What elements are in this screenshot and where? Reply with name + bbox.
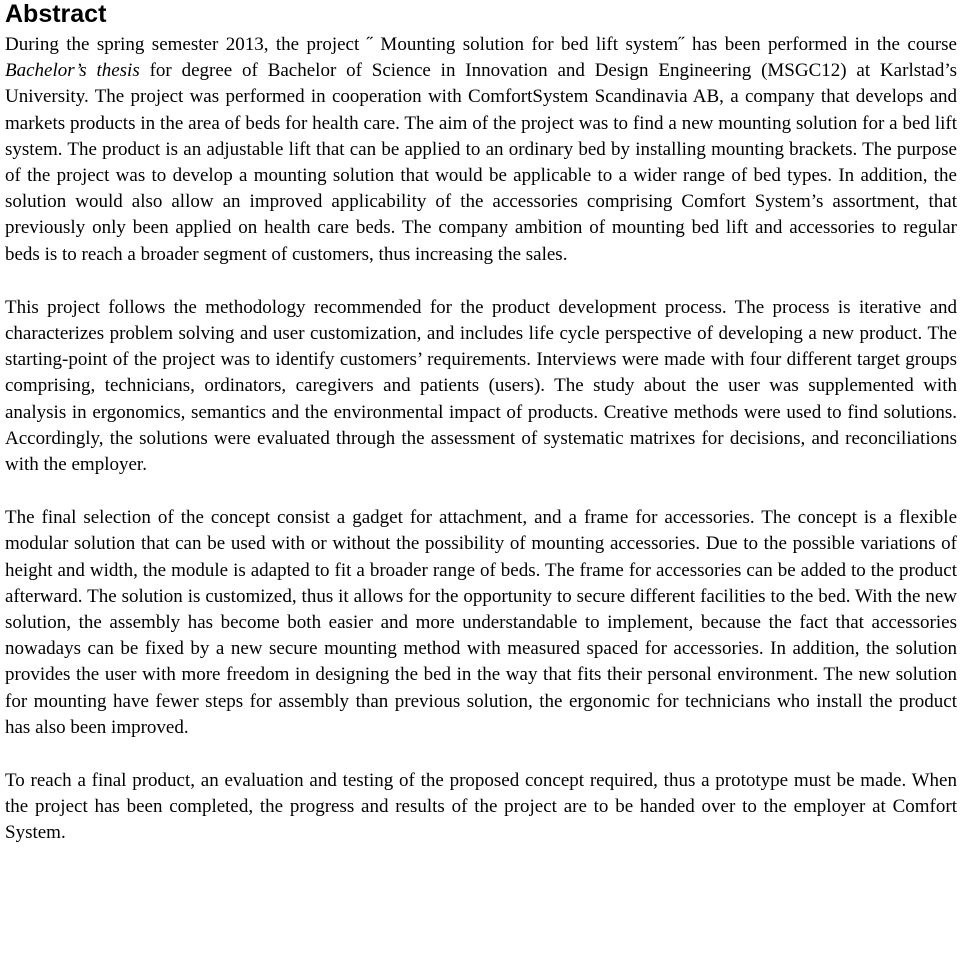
- course-name: Bachelor’s thesis: [5, 60, 140, 82]
- abstract-heading: Abstract: [5, 0, 107, 28]
- paragraph-1-lead: During the spring semester 2013, the project ˝ Mounting solution for bed lift system˝ has been performed in the course: [5, 34, 957, 55]
- paragraph-gap: [5, 741, 957, 768]
- abstract-paragraph-1: [5, 32, 957, 268]
- abstract-page: [5, 0, 957, 847]
- abstract-paragraph-3: The final selection of the concept consist a gadget for attachment, and a frame for accessories. The concept is a flexible modular solution that can be used with or without the possibility of mounting accessories. Due to the possible variations of height and width, the module is adapted to fit a broader range of beds. The frame for accessories can be added to the product afterward. The solution is customized, thus it allows for the opportunity to secure different facilities to the bed. With the new solution, the assembly has become both easier and more understandable to implement, because the fact that accessories nowadays can be fixed by a new secure mounting method with measured spaced for accessories. In addition, the solution provides the user with more freedom in designing the bed in the way that fits their personal environment. The new solution for mounting have fewer steps for assembly than previous solution, the ergonomic for technicians who install the product has also been improved.: [5, 507, 957, 738]
- paragraph-gap: [5, 268, 957, 295]
- abstract-paragraph-4: To reach a final product, an evaluation and testing of the proposed concept required, thus a prototype must be made. When the project has been completed, the progress and results of the project are to be handed over to the employer at Comfort System.: [5, 770, 957, 844]
- paragraph-gap: [5, 478, 957, 505]
- abstract-paragraph-2: This project follows the methodology recommended for the product development process. The process is iterative and characterizes problem solving and user customization, and includes life cycle perspective of developing a new product. The starting-point of the project was to identify customers’ requirements. Interviews were made with four different target groups comprising, technicians, ordinators, caregivers and patients (users). The study about the user was supplemented with analysis in ergonomics, semantics and the environmental impact of products. Creative methods were used to find solutions. Accordingly, the solutions were evaluated through the assessment of systematic matrixes for decisions, and reconciliations with the employer.: [5, 296, 957, 476]
- paragraph-1-rest: for degree of Bachelor of Science in Innovation and Design Engineering (MSGC12) at Karlstad’s University. The project was performed in cooperation with ComfortSystem Scandinavia AB, a company that develops and markets products in the area of beds for health care. The aim of the project was to find a new mounting solution for a bed lift system. The product is an adjustable lift that can be applied to an ordinary bed by installing mounting brackets. The purpose of the project was to develop a mounting solution that would be applicable to a wider range of bed types. In addition, the solution would also allow an improved applicability of the accessories comprising Comfort System’s assortment, that previously only been applied on health care beds. The company ambition of mounting bed lift and accessories to regular beds is to reach a broader segment of customers, thus increasing the sales.: [5, 60, 957, 265]
